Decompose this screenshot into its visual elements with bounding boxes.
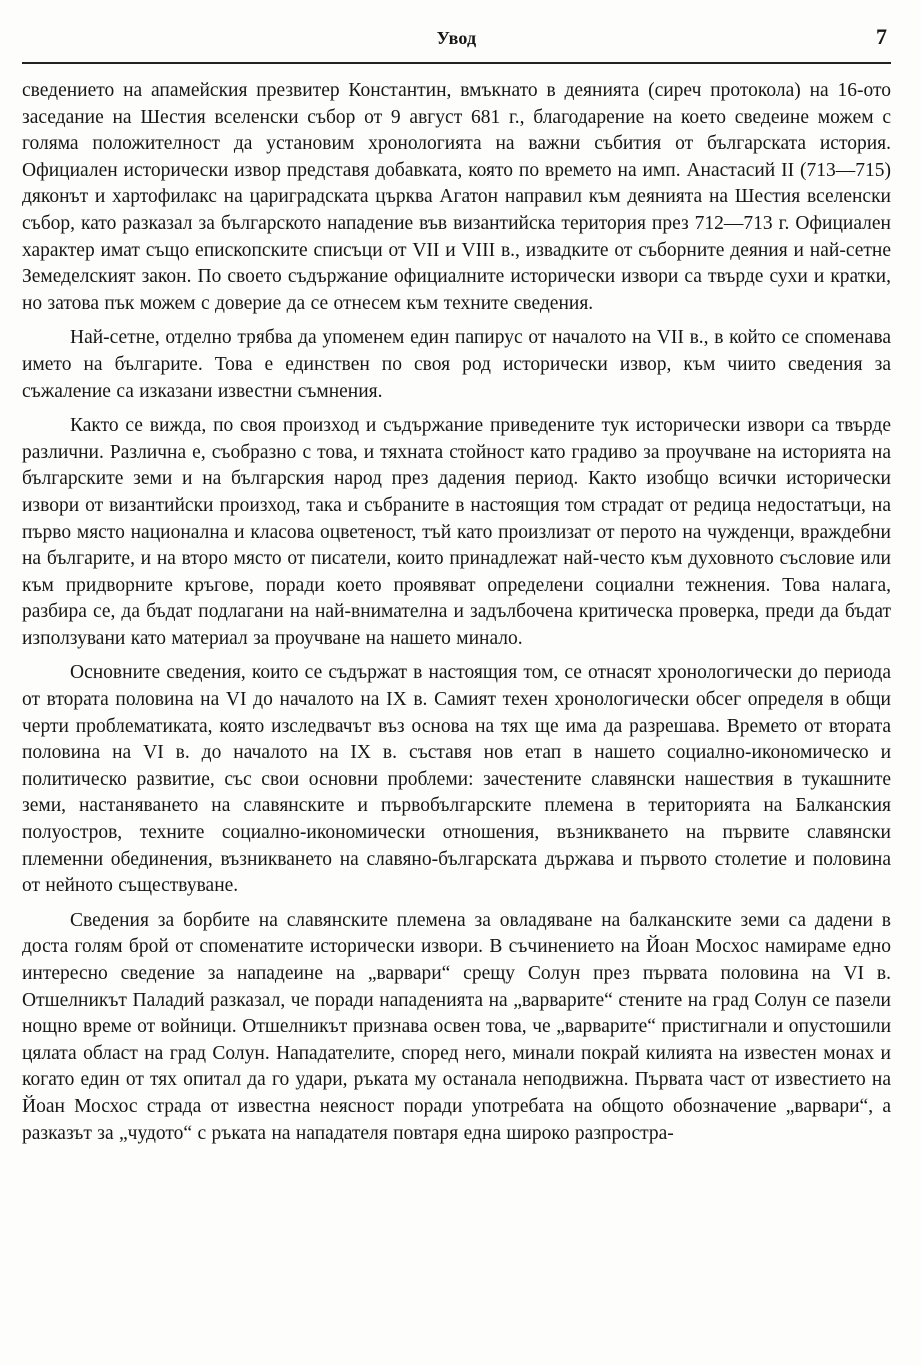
paragraph-4: Основните сведения, които се съдържат в настоящия том, се отнасят хронологически до периода от втората половина на VI до началото на IX в. Самият техен хронологически обсег определя в общи черти проблематиката, която изследвачът въз основа на тях ще има да разрешава. Времето от втората половина на VI в. до началото на IX в. съставя нов етап в нашето социално-икономическо и политическо развитие, със свои основни проблеми: зачестените славянски нашествия в тукашните земи, настаняването на славянските и първобългарските племена в територията на Балканския полуостров, техните социално-икономически отношения, възникването на първите славянски племенни обединения, възникването на славяно-българската държава и първото столетие и половина от нейното съществуване. [22,662,891,897]
paragraph-5: Сведения за борбите на славянските племена за овладяване на балканските земи са дадени в доста голям брой от споменатите исторически извори. В съчинението на Йоан Мосхос намираме едно интересно сведение за нападеине на „варвари“ срещу Солун през първата половина на VI в. Отшелникът Паладий разказал, че поради нападенията на „варварите“ стените на град Солун се пазели нощно време от войници. Отшелникът признава освен това, че „варварите“ пристигнали и опустошили цялата област на град Солун. Нападателите, според него, минали покрай килията на известен монах и когато един от тях опитал да го удари, ръката му останала неподвижна. Първата част от известието на Йоан Мосхос страда от известна неясност поради употребата на общото обозначение „варвари“, а разказът за „чудото“ с ръката на нападателя повтаря една широко разпростра- [22,909,891,1144]
running-header [22,22,891,64]
paragraph-3: Както се вижда, по своя произход и съдържание приведените тук исторически извори са твърде различни. Различна е, съобразно с това, и тяхната стойност като градиво за проучване на историята на българските земи и на българския народ през дадения период. Както изобщо всички исторически извори от византийски произход, така и събраните в настоящия том страдат от редица недостатъци, на първо място национална и класова оцветеност, тъй като произлизат от перото на чужденци, враждебни на българите, и на второ място от писатели, които принадлежат най-често към духовното съсловие или към придворните кръгове, поради което проявяват определени социални тежнения. Това налага, разбира се, да бъдат подлагани на най-внимателна и задълбочена критическа проверка, преди да бъдат използувани като материал за проучване на нашето минало. [22,415,891,649]
page-number: 7 [876,24,887,49]
paragraph-1: сведението на апамейския презвитер Константин, вмъкнато в деянията (сиреч протокола) на 16-ото заседание на Шестия вселенски събор от 9 август 681 г., благодарение на което сведеине можем с голяма положителност да установим хронологията на важни събития от българската история. Официален исторически извор представя добавката, която по времето на имп. Анастасий II (713—715) дяконът и хартофилакс на цариградската църква Агатон направил към деянията на Шестия вселенски събор, като разказал за българското нападение във византийска територия през 712—713 г. Официален характер имат също епископските списъци от VII и VIII в., извадките от съборните деяния и най-сетне Земеделският закон. По своето съдържание официалните исторически извори са твърде сухи и кратки, но затова пък можем с доверие да се отнесем към техните сведения. [22,80,891,314]
header-rule [22,62,891,64]
body-text [22,78,891,1155]
paragraph-2: Най-сетне, отделно трябва да упоменем един папирус от началото на VII в., в който се споменава името на българите. Това е единствен по своя род исторически извор, към чиито сведения за съжаление са изказани известни съмнения. [22,327,891,402]
running-title: Увод [436,28,477,48]
